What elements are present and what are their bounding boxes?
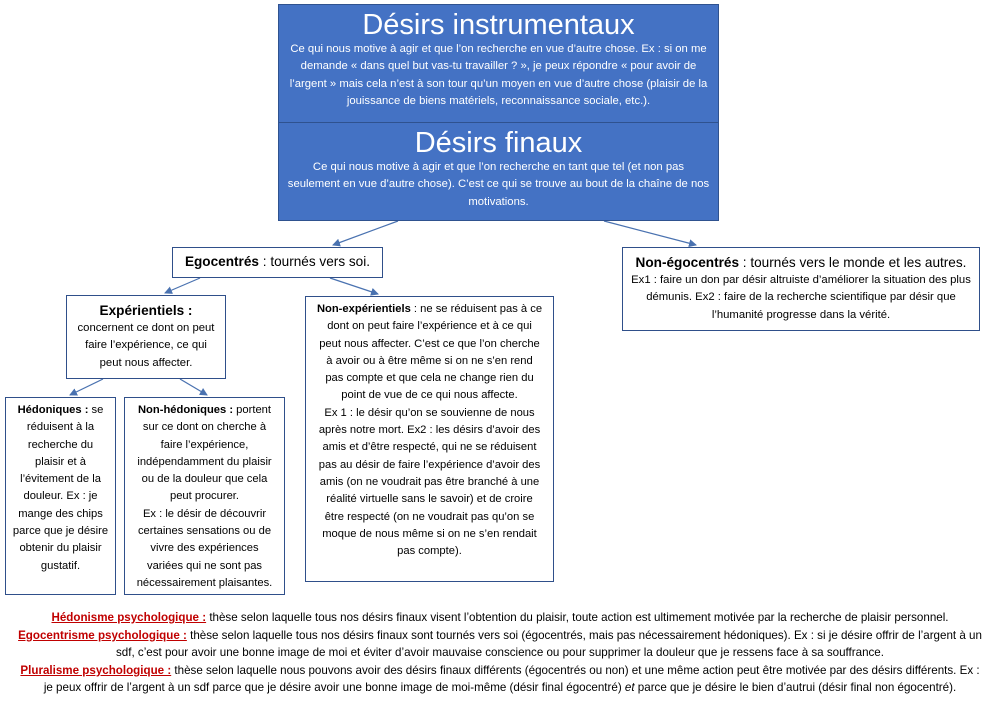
non-egocentric-heading [631,254,971,272]
hedonic-text: se réduisent à la recherche du plaisir et à l’évitement de la douleur. Ex : je mange des chips parce que je désire obtenir du plaisir gustatif. [12,404,109,572]
egocentrism-definition-continued [0,644,1000,661]
instrumental-desires-box [278,4,719,124]
egocentrism-text-1: thèse selon laquelle tous nos désirs finaux sont tournés vers soi (égocentrés, mais pas nécessairement hédoniques). Ex : si je désire offrir de l’argent à un [186,629,982,642]
non-experiential-term: Non-expérientiels [316,303,411,315]
non-experiential-box [305,296,554,582]
experiential-text: concernent ce dont on peut faire l’expérience, ce qui peut nous affecter. [77,322,215,369]
pluralism-text-2b: parce que je désire le bien d’autrui (désir final non égocentré). [634,681,957,694]
non-experiential-example: Ex 1 : le désir qu’on se souvienne de nous après notre mort. Ex2 : les désirs d’avoir des amis et d’être respecté, qui ne se réduisent pas au désir de faire l’expérience d’avoir des amis (on ne voudrait pas être branché à une réalité virtuelle sans le savoir) et de croire être respecté (on ne voudrait pas qu’on se moque de nous même si on ne s’en rendait pas compte). [318,406,541,558]
hedonism-definition [0,609,1000,626]
non-hedonic-text: portent sur ce dont on cherche à faire l’expérience, indépendamment du plaisir ou de la douleur que cela peut procurer. [137,404,272,503]
pluralism-et: et [624,681,635,694]
instrumental-desires-title: Désirs instrumentaux [362,9,635,41]
experiential-box [66,295,226,379]
non-experiential-definition [316,301,543,405]
hedonic-box [5,397,116,595]
egocentric-box [172,247,383,278]
pluralism-text-2a: je peux offrir de l’argent à un sdf parce que je désire avoir une bonne image de moi-même (désir final égocentré) [43,681,625,694]
hedonic-term: Hédoniques : [17,404,89,416]
non-egocentric-example: Ex1 : faire un don par désir altruiste d’améliorer la situation des plus démunis. Ex2 : faire de la recherche scientifique par désir que l’humanité progresse dans la vérité. [631,274,971,321]
egocentrism-definition [0,627,1000,644]
pluralism-definition-continued [0,679,1000,696]
non-egocentric-box [622,247,980,331]
egocentric-text: : tournés vers soi. [258,254,371,269]
non-hedonic-example: Ex : le désir de découvrir certaines sensations ou de vivre des expériences variées qui ne sont pas nécessairement plaisantes. [136,507,273,589]
pluralism-term: Pluralisme psychologique : [20,664,172,677]
instrumental-desires-description: Ce qui nous motive à agir et que l’on recherche en vue d’autre chose. Ex : si on me demande « dans quel but vas-tu travailler ? », je peux répondre « pour avoir de l’argent » mais cela n’est à son tour qu’un moyen en vue d’autre chose (plaisir de la jouissance de biens matériels, reconnaissance sociale, etc.). [289,43,708,108]
egocentrism-term: Egocentrisme psychologique : [18,629,187,642]
non-egocentric-term: Non-égocentrés [635,255,740,270]
final-desires-description: Ce qui nous motive à agir et que l’on recherche en tant que tel (et non pas seulement en vue d’autre chose). C’est ce qui se trouve au bout de la chaîne de nos motivations. [287,161,710,208]
egocentrism-text-2: sdf, c’est pour avoir une bonne image de moi et éviter d’avoir mauvaise conscience ou pour supprimer la douleur que je ressens face à sa souffrance. [116,646,884,659]
non-hedonic-term: Non-hédoniques : [137,404,234,416]
arrow-final-to-egocentric [333,221,398,245]
non-hedonic-definition [131,402,278,506]
arrow-egocentric-to-non-experiential [330,278,378,294]
arrow-egocentric-to-experiential [165,278,200,293]
egocentric-term: Egocentrés [184,254,259,269]
arrow-final-to-non-egocentric [604,221,696,245]
hedonism-term: Hédonisme psychologique : [51,611,207,624]
final-desires-box [278,122,719,221]
final-desires-title: Désirs finaux [414,127,583,159]
pluralism-definition [0,662,1000,679]
non-hedonic-box [124,397,285,595]
arrow-experiential-to-non-hedonic [180,379,207,395]
hedonism-text: thèse selon laquelle tous nos désirs finaux visent l’obtention du plaisir, toute action est ultimement motivée par la recherche de plaisir personnel. [206,611,949,624]
pluralism-text-1: thèse selon laquelle nous pouvons avoir des désirs finaux différents (égocentrés ou non) et une même action peut être motivée par des désirs différents. Ex : [171,664,980,677]
experiential-term: Expérientiels : [99,303,193,318]
arrow-experiential-to-hedonic [70,379,103,395]
non-egocentric-text: : tournés vers le monde et les autres. [739,255,967,270]
non-experiential-text: : ne se réduisent pas à ce dont on peut faire l’expérience et à ce qui peut nous affecter. C’est ce que l’on cherche à avoir ou à être même si on ne s’en rend pas compte et que cela ne change rien du point de vue de ce qui nous affecte. [319,303,543,402]
